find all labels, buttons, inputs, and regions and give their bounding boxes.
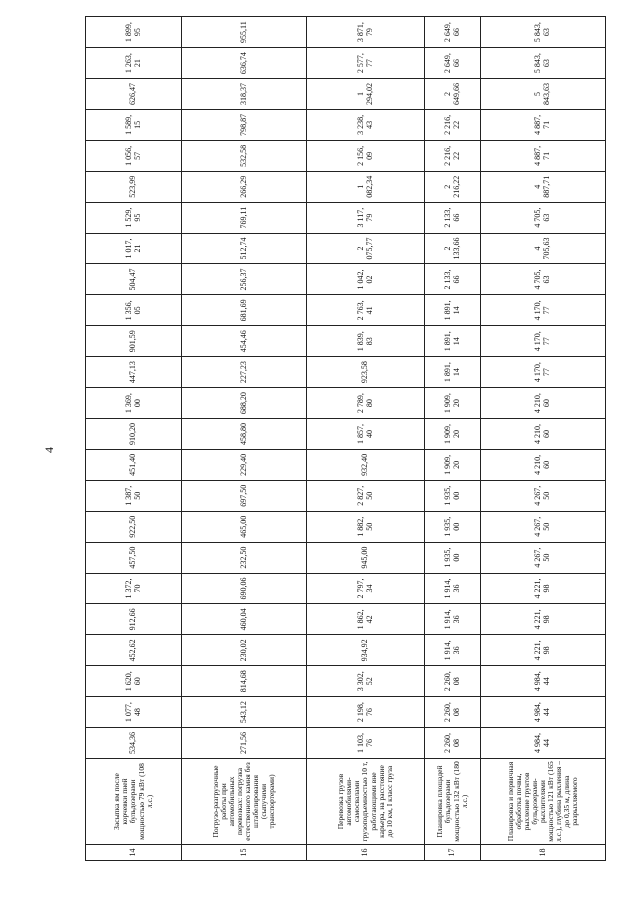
value-cell: 1 891, 14	[425, 357, 481, 388]
value-cell: 1 372, 70	[86, 573, 182, 604]
value-cell: 4 984, 44	[481, 697, 606, 728]
value-cell: 1 589, 15	[86, 109, 182, 140]
table-row	[307, 17, 425, 861]
work-description: Планировка площадей бульдозерами мощностью 132 кВт (180 л.с.)	[425, 759, 481, 845]
value-cell: 532,58	[182, 140, 307, 171]
value-cell: 2 260, 08	[425, 728, 481, 759]
value-cell: 543,12	[182, 697, 307, 728]
value-cell: 2 156, 09	[307, 140, 425, 171]
value-cell: 1 935, 00	[425, 542, 481, 573]
value-cell: 4 221, 98	[481, 604, 606, 635]
value-cell: 5 843,63	[481, 79, 606, 110]
value-cell: 2 789, 80	[307, 388, 425, 419]
value-cell: 1 899, 95	[86, 17, 182, 48]
row-number: 18	[481, 845, 606, 861]
value-cell: 1 914, 36	[425, 635, 481, 666]
value-cell: 1 620, 60	[86, 666, 182, 697]
value-cell: 1 042, 02	[307, 264, 425, 295]
value-cell: 1 909, 20	[425, 388, 481, 419]
value-cell: 318,37	[182, 79, 307, 110]
value-cell: 1 909, 20	[425, 449, 481, 480]
work-description: Перевозка грузов автомобилями-самосвалами грузоподъемностью 10 т, работающими вне карьера, на расстояние до 10 км, I класс груза	[307, 759, 425, 845]
value-cell: 4 705, 63	[481, 264, 606, 295]
value-cell: 460,04	[182, 604, 307, 635]
value-cell: 3 117, 79	[307, 202, 425, 233]
value-cell: 4 887,71	[481, 171, 606, 202]
value-cell: 636,74	[182, 48, 307, 79]
value-cell: 690,06	[182, 573, 307, 604]
value-cell: 955,11	[182, 17, 307, 48]
value-cell: 512,74	[182, 233, 307, 264]
page-number: 4	[42, 447, 56, 453]
value-cell: 1 387, 50	[86, 480, 182, 511]
value-cell: 4 221, 98	[481, 573, 606, 604]
work-description: Засыпка ям после корчевки пней бульдозерами мощностью 79 кВт (108 л.с.)	[86, 759, 182, 845]
value-cell: 912,66	[86, 604, 182, 635]
table-row	[425, 17, 481, 861]
value-cell: 2 198, 76	[307, 697, 425, 728]
cost-table	[85, 16, 606, 861]
value-cell: 1 891, 14	[425, 295, 481, 326]
value-cell: 4 267, 50	[481, 480, 606, 511]
value-cell: 4 170, 77	[481, 326, 606, 357]
value-cell: 2 649, 66	[425, 48, 481, 79]
value-cell: 458,80	[182, 419, 307, 450]
value-cell: 3 238, 43	[307, 109, 425, 140]
value-cell: 504,47	[86, 264, 182, 295]
table-row	[481, 17, 606, 861]
value-cell: 2 216, 22	[425, 109, 481, 140]
value-cell: 230,02	[182, 635, 307, 666]
value-cell: 3 871, 79	[307, 17, 425, 48]
value-cell: 1 914, 36	[425, 573, 481, 604]
value-cell: 457,50	[86, 542, 182, 573]
value-cell: 2 260, 08	[425, 697, 481, 728]
value-cell: 922,50	[86, 511, 182, 542]
value-cell: 626,47	[86, 79, 182, 110]
value-cell: 1 263, 21	[86, 48, 182, 79]
value-cell: 1 082,34	[307, 171, 425, 202]
value-cell: 3 302, 52	[307, 666, 425, 697]
value-cell: 4 210, 60	[481, 419, 606, 450]
value-cell: 2 216, 22	[425, 140, 481, 171]
value-cell: 814,68	[182, 666, 307, 697]
value-cell: 923,58	[307, 357, 425, 388]
value-cell: 2 797, 34	[307, 573, 425, 604]
value-cell: 2 577, 77	[307, 48, 425, 79]
work-description: Планировка и первичная обработка почвы, рыхление грунтов бульдозерами-рыхлителями мощностью 121 кВт (165 л.с.), глубина рыхления – до 0,35 м, длина разрыхляемого	[481, 759, 606, 845]
value-cell: 266,29	[182, 171, 307, 202]
value-cell: 1 909, 20	[425, 419, 481, 450]
work-description: Погрузо-разгрузочные работы при автомобильных перевозках: погрузка естественного камня без штабелирования (сыпучими транспортерами)	[182, 759, 307, 845]
value-cell: 2 649,66	[425, 79, 481, 110]
row-number: 15	[182, 845, 307, 861]
value-cell: 901,59	[86, 326, 182, 357]
value-cell: 4 221, 98	[481, 635, 606, 666]
value-cell: 934,92	[307, 635, 425, 666]
value-cell: 4 705,63	[481, 233, 606, 264]
value-cell: 5 843, 63	[481, 48, 606, 79]
value-cell: 4 984, 44	[481, 728, 606, 759]
value-cell: 1 882, 50	[307, 511, 425, 542]
value-cell: 1 914, 36	[425, 604, 481, 635]
rotated-table-container	[85, 16, 605, 861]
value-cell: 4 170, 77	[481, 357, 606, 388]
value-cell: 4 887, 71	[481, 109, 606, 140]
value-cell: 1 857, 40	[307, 419, 425, 450]
value-cell: 4 210, 60	[481, 388, 606, 419]
value-cell: 1 369, 00	[86, 388, 182, 419]
value-cell: 465,00	[182, 511, 307, 542]
value-cell: 2 133, 66	[425, 202, 481, 233]
value-cell: 769,11	[182, 202, 307, 233]
value-cell: 1 935, 00	[425, 511, 481, 542]
value-cell: 1 862, 42	[307, 604, 425, 635]
value-cell: 4 170, 77	[481, 295, 606, 326]
value-cell: 697,50	[182, 480, 307, 511]
value-cell: 2 133,66	[425, 233, 481, 264]
value-cell: 1 077, 48	[86, 697, 182, 728]
value-cell: 452,62	[86, 635, 182, 666]
value-cell: 1 529, 95	[86, 202, 182, 233]
value-cell: 534,36	[86, 728, 182, 759]
value-cell: 1 839, 83	[307, 326, 425, 357]
value-cell: 688,20	[182, 388, 307, 419]
value-cell: 2 827, 50	[307, 480, 425, 511]
value-cell: 256,37	[182, 264, 307, 295]
value-cell: 4 887, 71	[481, 140, 606, 171]
value-cell: 232,50	[182, 542, 307, 573]
value-cell: 451,40	[86, 449, 182, 480]
value-cell: 2 649, 66	[425, 17, 481, 48]
value-cell: 4 705, 63	[481, 202, 606, 233]
value-cell: 2 216,22	[425, 171, 481, 202]
value-cell: 1 294,02	[307, 79, 425, 110]
table-row	[182, 17, 307, 861]
value-cell: 523,99	[86, 171, 182, 202]
value-cell: 1 017, 21	[86, 233, 182, 264]
value-cell: 227,23	[182, 357, 307, 388]
value-cell: 1 356, 05	[86, 295, 182, 326]
value-cell: 4 984, 44	[481, 666, 606, 697]
value-cell: 271,56	[182, 728, 307, 759]
value-cell: 4 267, 50	[481, 542, 606, 573]
row-number: 14	[86, 845, 182, 861]
row-number: 16	[307, 845, 425, 861]
value-cell: 454,46	[182, 326, 307, 357]
value-cell: 1 056, 57	[86, 140, 182, 171]
value-cell: 798,87	[182, 109, 307, 140]
value-cell: 2 133, 66	[425, 264, 481, 295]
value-cell: 447,13	[86, 357, 182, 388]
value-cell: 681,69	[182, 295, 307, 326]
value-cell: 4 210, 60	[481, 449, 606, 480]
value-cell: 932,40	[307, 449, 425, 480]
value-cell: 910,20	[86, 419, 182, 450]
value-cell: 4 267, 50	[481, 511, 606, 542]
row-number: 17	[425, 845, 481, 861]
table-row	[86, 17, 182, 861]
value-cell: 1 935, 00	[425, 480, 481, 511]
value-cell: 1 103, 76	[307, 728, 425, 759]
value-cell: 2 763, 41	[307, 295, 425, 326]
value-cell: 2 260, 08	[425, 666, 481, 697]
table-body	[86, 17, 606, 861]
value-cell: 2 075,77	[307, 233, 425, 264]
value-cell: 1 891, 14	[425, 326, 481, 357]
value-cell: 229,40	[182, 449, 307, 480]
value-cell: 5 843, 63	[481, 17, 606, 48]
value-cell: 945,00	[307, 542, 425, 573]
